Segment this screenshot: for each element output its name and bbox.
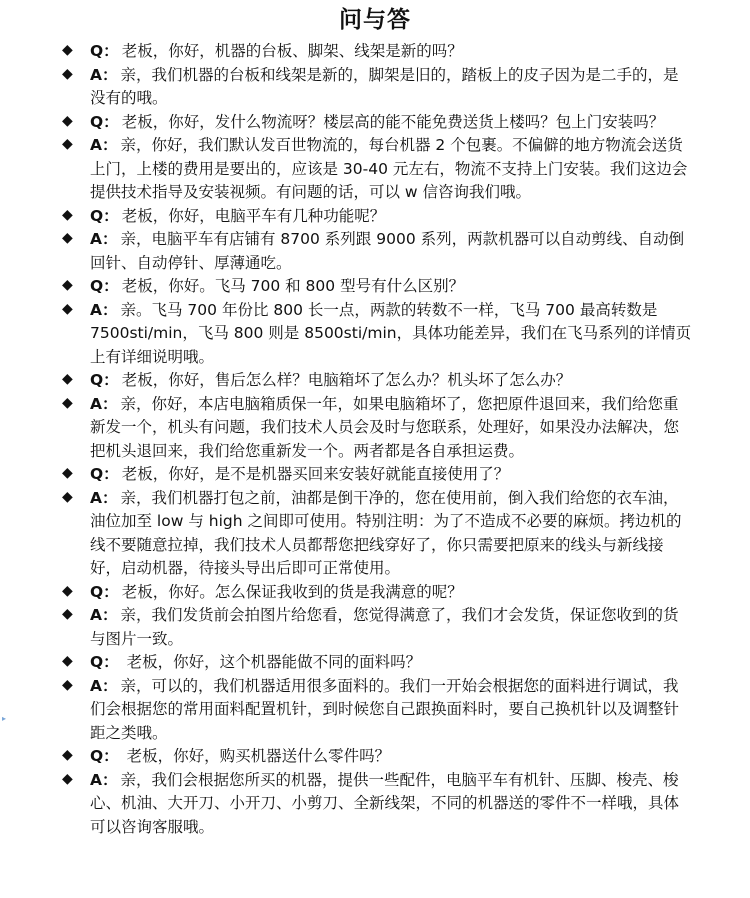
- qa-text: 老板，你好，是不是机器买回来安装好就能直接使用了？: [121, 465, 510, 483]
- diamond-bullet-icon: ◆: [62, 230, 73, 246]
- qa-text: 亲，我们发货前会拍图片给您看，您觉得满意了，我们才会发货，保证您收到的货与图片一致。: [90, 606, 679, 648]
- qa-prefix: Q：: [90, 582, 119, 601]
- qa-prefix: Q：: [90, 371, 119, 389]
- qa-prefix: Q：: [90, 465, 119, 483]
- diamond-bullet-icon: ◆: [62, 112, 73, 129]
- qa-text: 亲，你好，我们默认发百世物流的，每台机器 2 个包裹。不偏僻的地方物流会送货上门，上楼的费用是要出的，应该是 30-40 元左右，物流不支持上门安装。我们这边会提供技术指导及安装视频。有问题的话，可以 w 信咨询我们哦。: [90, 136, 688, 201]
- diamond-bullet-icon: ◆: [62, 394, 73, 411]
- qa-prefix: Q：: [90, 653, 119, 671]
- question-item: [52, 369, 692, 393]
- qa-prefix: A：: [90, 606, 118, 624]
- diamond-bullet-icon: ◆: [62, 42, 73, 58]
- qa-text: 老板，你好，发什么物流呀？楼层高的能不能免费送货上楼吗？包上门安装吗？: [121, 112, 665, 131]
- diamond-bullet-icon: ◆: [62, 606, 73, 622]
- qa-prefix: A：: [90, 394, 118, 413]
- scroll-indicator-icon: ▸: [2, 714, 7, 723]
- qa-prefix: A：: [90, 136, 118, 154]
- qa-prefix: A：: [90, 300, 118, 319]
- qa-text: 老板，你好，电脑平车有几种功能呢？: [121, 206, 386, 225]
- question-item: [52, 463, 692, 487]
- qa-prefix: Q：: [90, 42, 119, 60]
- diamond-bullet-icon: ◆: [62, 371, 73, 387]
- answer-item: [52, 299, 692, 370]
- question-item: [52, 651, 692, 675]
- question-item: [52, 275, 692, 299]
- question-item: [52, 40, 692, 64]
- question-item: [52, 111, 692, 135]
- answer-item: [52, 134, 692, 205]
- qa-text: 老板，你好，售后怎么样？电脑箱坏了怎么办？机头坏了怎么办？: [121, 371, 572, 389]
- answer-item: [52, 64, 692, 111]
- answer-item: [52, 604, 692, 651]
- diamond-bullet-icon: ◆: [62, 582, 73, 599]
- qa-prefix: A：: [90, 770, 118, 789]
- qa-prefix: Q：: [90, 277, 119, 295]
- qa-prefix: A：: [90, 65, 118, 84]
- qa-prefix: Q：: [90, 206, 119, 225]
- qa-text: 老板，你好。怎么保证我收到的货是我满意的呢？: [121, 582, 463, 601]
- qa-prefix: A：: [90, 230, 118, 248]
- qa-text: 亲，电脑平车有店铺有 8700 系列跟 9000 系列，两款机器可以自动剪线、自动倒回针、自动停针、厚薄通吃。: [90, 230, 685, 272]
- diamond-bullet-icon: ◆: [62, 65, 73, 82]
- qa-prefix: A：: [90, 676, 118, 695]
- diamond-bullet-icon: ◆: [62, 300, 73, 317]
- diamond-bullet-icon: ◆: [62, 653, 73, 669]
- qa-text: 亲，我们会根据您所买的机器，提供一些配件，电脑平车有机针、压脚、梭壳、梭心、机油、大开刀、小开刀、小剪刀、全新线架，不同的机器送的零件不一样哦，具体可以咨询客服哦。: [90, 770, 680, 836]
- answer-item: [52, 487, 692, 581]
- question-item: [52, 581, 692, 605]
- qa-prefix: A：: [90, 488, 118, 507]
- qa-prefix: Q：: [90, 747, 119, 765]
- qa-text: 亲，我们机器打包之前，油都是倒干净的，您在使用前，倒入我们给您的衣车油，油位加至 low 与 high 之间即可使用。特别注明：为了不造成不必要的麻烦。拷边机的线不要随意拉掉，我们技术人员都帮您把线穿好了，你只需要把原来的线头与新线接好，启动机器，待接头导出后即可正常使用。: [90, 488, 682, 577]
- page-title: 问与答: [339, 7, 411, 33]
- question-item: [52, 205, 692, 229]
- qa-text: 老板，你好，这个机器能做不同的面料吗？: [121, 653, 422, 671]
- diamond-bullet-icon: ◆: [62, 676, 73, 693]
- diamond-bullet-icon: ◆: [62, 747, 73, 763]
- answer-item: [52, 393, 692, 464]
- answer-item: [52, 769, 692, 840]
- qa-text: 老板，你好，购买机器送什么零件吗？: [121, 747, 391, 765]
- qa-text: 亲，我们机器的台板和线架是新的，脚架是旧的，踏板上的皮子因为是二手的，是没有的哦。: [90, 65, 679, 107]
- qa-text: 老板，你好，机器的台板、脚架、线架是新的吗？: [121, 42, 463, 60]
- diamond-bullet-icon: ◆: [62, 465, 73, 481]
- diamond-bullet-icon: ◆: [62, 136, 73, 152]
- answer-item: [52, 675, 692, 746]
- diamond-bullet-icon: ◆: [62, 277, 73, 293]
- diamond-bullet-icon: ◆: [62, 206, 73, 223]
- qa-text: 老板，你好。飞马 700 和 800 型号有什么区别？: [121, 277, 465, 295]
- qa-text: 亲，可以的，我们机器适用很多面料的。我们一开始会根据您的面料进行调试，我们会根据您的常用面料配置机针，到时候您自己跟换面料时，要自己换机针以及调整针距之类哦。: [90, 676, 680, 742]
- answer-item: [52, 228, 692, 275]
- qa-list: [52, 40, 692, 839]
- diamond-bullet-icon: ◆: [62, 770, 73, 787]
- qa-text: 亲。飞马 700 年份比 800 长一点，两款的转数不一样，飞马 700 最高转数是 7500sti/min，飞马 800 则是 8500sti/min，具体功能差异，我们在飞马系列的详情页上有详细说明哦。: [90, 300, 692, 366]
- diamond-bullet-icon: ◆: [62, 488, 73, 505]
- question-item: [52, 745, 692, 769]
- qa-prefix: Q：: [90, 112, 119, 131]
- qa-text: 亲，你好，本店电脑箱质保一年，如果电脑箱坏了，您把原件退回来，我们给您重新发一个，机头有问题，我们技术人员会及时与您联系，处理好，如果没办法解决，您把机头退回来，我们给您重新发一个。两者都是各自承担运费。: [90, 394, 680, 460]
